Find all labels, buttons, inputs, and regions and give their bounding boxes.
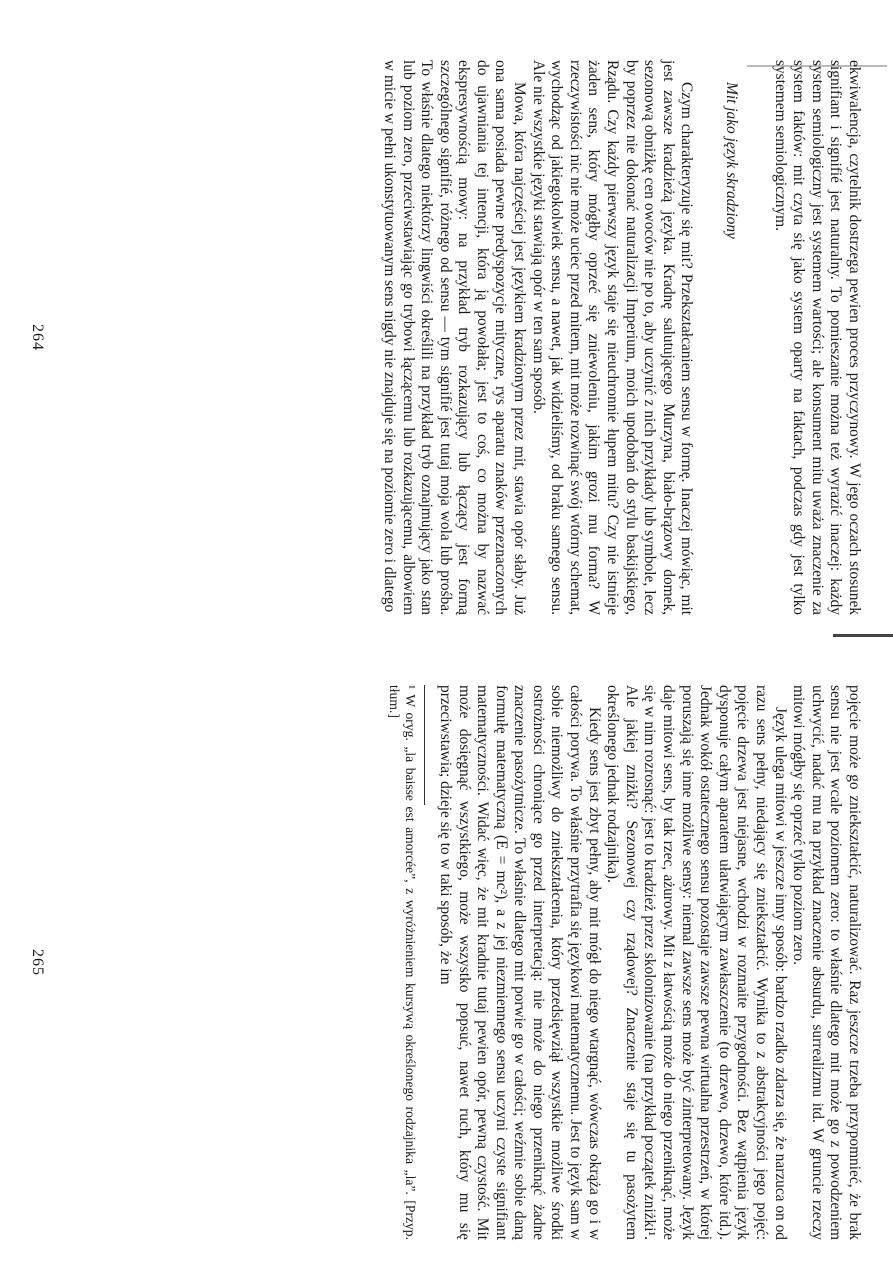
right-paragraph-2: Język ulega mitowi w jeszcze inny sposób: bardzo rzadko zdarza się, że narzuca on od razu sens pełny, niedający się zniekształcić. Wynika to z abstrakcyjności jego pojęć: pojęcie drzewa jest niejasne, wchodzi w rozmaite przygodności. Bez wątpienia język dysponuje całym aparatem ułatwiającym zawłaszczenie (to drzewo, drzewo, które itd.). Jednak wokół ostatecznego sensu pozostaje zawsze pewna wirtualna przestrzeń, w której poruszają się inne możliwe sensy: niemal zawsze sens może być zinterpretowany. Język daje mitowi sens, by tak rzec, ażurowy. Mit z łatwością może do niego przeniknąć, może się w nim rozrosnąć: jest to kradzież przez skolonizowanie (na przykład początek zniżki¹. Ale jakiej zniżki? Sezonowej czy rządowej? Znaczenie staje się tu pasożytem określonego jednak rodzajnika).: [604, 685, 789, 1240]
left-page: [0, 60, 893, 615]
gutter-shadow: [0, 625, 893, 647]
left-opening-paragraph: ekwiwalencja, czytelnik dostrzega pewien proces przyczynowy. W jego oczach stosunek signifiant i signifié jest naturalny. To pomieszanie można też wyrazić inaczej: każdy system semiologiczny jest systemem wartości; ale konsument mitu uważa znaczenie za system faktów: mit czyta się jako system oparty na faktach, podczas gdy jest tylko systemem semiologicznym.: [771, 60, 863, 615]
right-paragraph-1: pojęcie może go zniekształcić, naturalizować. Raz jeszcze trzeba przypomnieć, że brak sensu nie jest wcale poziomem zero: to właśnie dlatego mit może go z powodzeniem uchwycić, nadać mu na przykład znaczenie absurdu, surrealizmu itd. W gruncie rzeczy mitowi mógłby się oprzeć tylko poziom zero.: [790, 685, 863, 1240]
left-paragraph-1: Czym charakteryzuje się mit? Przekształcaniem sensu w formę. Inaczej mówiąc, mit jest zawsze kradzieżą języka. Kradnę salutującego Murzyna, biało-brązowy domek, sezonową obniżkę cen owoców nie po to, aby uczynić z nich przykłady lub symbole, lecz by poprzez nie dokonać naturalizacji Imperium, moich upodobań do stylu baskijskiego, Rządu. Czy każdy pierwszy język staje się nieuchronnie łupem mitu? Czy nie istnieje żaden sens, który mógłby oprzeć się zniewoleniu, jakim grozi mu forma? W rzeczywistości nic nie może uciec przed mitem, mit może rozwinąć swój wtórny schemat, wychodząc od jakiegokolwiek sensu, a nawet, jak widzieliśmy, od braku samego sensu. Ale nie wszystkie języki stawiają opór w ten sam sposób.: [529, 60, 696, 615]
right-page: [0, 685, 893, 1240]
section-heading: Mit jako język skradziony: [723, 82, 741, 239]
footnote: ¹ W oryg. „la baisse est amorcée”, z wyróżnieniem kursywą określonego rodzajnika „la”. [Przyp. tłum.]: [386, 685, 419, 1240]
page-number-right: 265: [29, 949, 46, 976]
right-paragraph-3: Kiedy sens jest zbyt pełny, aby mit mógł do niego wtargnąć, wówczas okrąża go i w całości porywa. To właśnie przytrafia się językowi matematycznemu. Jest to język sam w sobie niemożliwy do zniekształcenia, który przedsięwziął wszystkie możliwe środki ostrożności chroniące go przed interpretacją: nie może do niego przeniknąć żadne znaczenie pasożytnicze. To właśnie dlatego mit porwie go w całości; weźmie sobie daną formułę matematyczną (E = mc²), a z jej niezmiennego sensu uczyni czyste signifiant matematyczności. Widać więc, że mit kradnie tutaj pewien opór, pewną czystość. Mit może dosięgnąć wszystkiego, może wszystko popsuć, nawet ruch, który mu się przeciwstawia; dzieje się to w taki sposób, że im: [436, 685, 603, 1240]
right-page-column: [385, 685, 863, 1240]
footnote-separator: [424, 685, 425, 805]
left-page-column: [379, 60, 863, 615]
gutter-bar: [833, 634, 893, 637]
page-number-left: 264: [29, 324, 46, 351]
left-paragraph-2: Mowa, która najczęściej jest językiem kradzionym przez mit, stawia opór słaby. Już ona sama posiada pewne predyspozycje mityczne, rys aparatu znaków przeznaczonych do ujawniania tej intencji, która ją powołała; jest to coś, co można by nazwać ekspresywnością mowy: na przykład tryb rozkazujący lub łączący jest formą szczególnego signifié, różnego od sensu — tym signifié jest tutaj moja wola lub prośba. To właśnie dlatego niektórzy lingwiści określili na przykład tryb oznajmujący jako stan lub poziom zero, przeciwstawiając go trybowi łączącemu lub rozkazującemu, albowiem w micie w pełni ukonstytuowanym sens nigdy nie znajduje się na poziomie zero i dlatego: [380, 60, 529, 615]
